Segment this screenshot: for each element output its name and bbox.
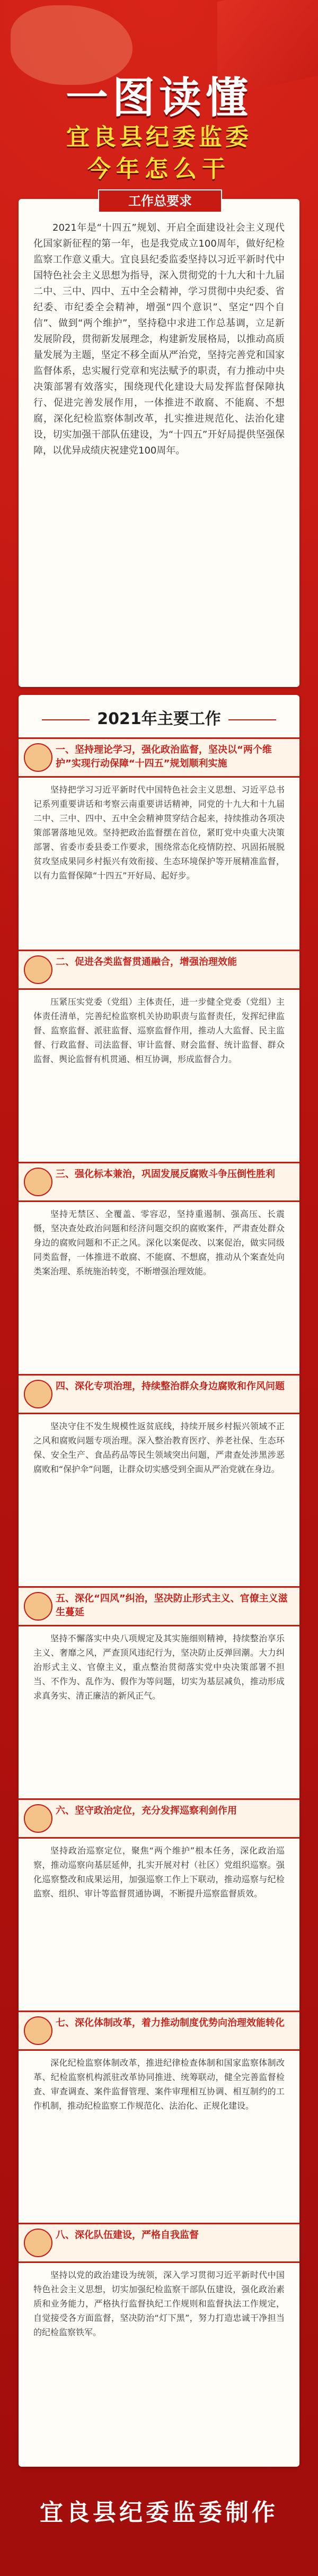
illustration-icon xyxy=(24,1380,52,1408)
hero-title: 一图读懂 xyxy=(66,73,252,123)
hero-subtitle-2: 今年怎么干 xyxy=(87,155,231,182)
work-item-1 xyxy=(19,737,299,881)
hero-banner xyxy=(0,0,318,191)
work-item-text: 压紧压实党委（党组）主体责任，进一步健全党委（党组）主体责任清单，完善纪检监察机关协助职责与监督责任，发挥纪律监督、监察监督、派驻监督、巡察监督作用，推动人大监督、民主监督、行政监督、司法监督、审计监督、财会监督、统计监督、群众监督、舆论监督有机贯通、相互协调，形成监督合力。 xyxy=(33,997,285,1064)
illustration-icon xyxy=(24,1804,52,1833)
work-item-title: 四、深化专项治理，持续整治群众身边腐败和作风问题 xyxy=(56,1381,285,1392)
illustration-icon xyxy=(24,1592,52,1621)
work-item-6 xyxy=(19,1798,299,1899)
illustration-icon xyxy=(24,743,52,772)
work-item-title: 三、强化标本兼治，巩固发展反腐败斗争压倒性胜利 xyxy=(56,1169,275,1180)
work-item-header xyxy=(19,950,299,990)
work-item-title: 六、坚守政治定位，充分发挥巡察利剑作用 xyxy=(56,1805,237,1816)
illustration-icon xyxy=(24,1168,52,1196)
work-item-header xyxy=(19,737,299,778)
overview-text: 2021年是“十四五”规划、开启全面建设社会主义现代化国家新征程的第一年，也是我党成立100周年，做好纪检监察工作意义重大。宜良县纪委监委坚持以习近平新时代中国特色社会主义思想为指导，深入贯彻党的十九大和十九届二中、三中、四中、五中全会精神，学习贯彻中央纪委、省纪委、市纪委全会精神，增强“四个意识”、坚定“四个自信”、做到“两个维护”，坚持稳中求进工作总基调，立足新发展阶段，贯彻新发展理念，构建新发展格局，以推动高质量发展为主题，坚定不移全面从严治党，坚持完善党和国家监督体系，忠实履行党章和宪法赋予的职责，有力推动中央决策部署有效落实，围绕现代化建设大局发挥监督保障执行、促进完善发展作用，一体推进不敢腐、不能腐、不想腐，深化纪检监察体制改革，扎实推进规范化、法治化建设，切实加强干部队伍建设，为“十四五”开好局提供坚强保障，以优异成绩庆祝建党100周年。 xyxy=(33,222,285,456)
work-item-8 xyxy=(19,2223,299,2337)
work-item-text: 坚持无禁区、全覆盖、零容忍，坚持重遏制、强高压、长震慑，坚决查处政治问题和经济问题交织的腐败案件，严肃查处群众身边的腐败问题和不正之风。深化以案促改、以案促治，做实同级同类监督，一体推进不敢腐、不能腐、不想腐，推动从个案查处向类案治理、系统施治转变，不断增强治理效能。 xyxy=(33,1209,285,1276)
illustration-icon xyxy=(24,2016,52,2045)
work-item-text: 坚持以党的政治建设为统领，深入学习贯彻习近平新时代中国特色社会主义思想，切实加强纪检监察干部队伍建设，强化政治素质和业务能力，严格执行监督执纪工作规则和监督执法工作规定，自觉接受各方面监督，坚决防治“灯下黑”，努力打造忠诚干净担当的纪检监察铁军。 xyxy=(33,2270,285,2337)
work-item-title: 七、深化体制改革，着力推动制度优势向治理效能转化 xyxy=(56,2017,285,2029)
illustration-icon xyxy=(24,2229,52,2257)
work-item-text: 坚持把学习习近平新时代中国特色社会主义思想、习近平总书记系列重要讲话和考察云南重要讲话精神，同党的十九大和十九届二中、三中、四中、五中全会精神贯穿结合起来，持续推动各项决策部署落地见效。坚持把政治监督摆在首位，紧盯党中央重大决策部署、省委市委县委工作要求，围绕常态化疫情防控、巩固拓展脱贫攻坚成果同乡村振兴有效衔接、生态环境保护等开展精准监督，以有力监督保障“十四五”开好局、起好步。 xyxy=(33,785,285,881)
work-item-text: 深化纪检监察体制改革，推进纪律检查体制和国家监察体制改革、纪检监察机构派驻改革协同推进、统筹联动，健全完善监督检查、审查调查、案件监督管理、案件审理相互协调、相互制约的工作机制，推动纪检监察工作规范化、法治化、正规化建设。 xyxy=(33,2058,285,2111)
work-item-2 xyxy=(19,950,299,1064)
work-item-title: 二、促进各类监督贯通融合，增强治理效能 xyxy=(56,956,237,968)
work-item-title: 一、坚持理论学习，强化政治监督，坚决以“两个维护”实现行动保障“十四五”规划顺利实施 xyxy=(56,744,272,769)
work-item-text: 坚持政治巡察定位，聚焦“两个维护”根本任务，深化政治巡察，推动巡察向基层延伸，扎实开展对村（社区）党组织巡察。强化巡察整改和成果运用，加强巡察工作上下联动，推动巡察与纪检监察、组织、审计等监督贯通协调，不断提升巡察监督质效。 xyxy=(33,1846,285,1899)
work-item-title: 八、深化队伍建设，严格自我监督 xyxy=(56,2230,199,2241)
work-item-text: 坚决守住不发生规模性返贫底线，持续开展乡村振兴领域不正之风和腐败问题专项治理。深入整治教育医疗、养老社保、生态环保、安全生产、食品药品等民生领域突出问题，严肃查处涉黑涉恶腐败和“保护伞”问题，让群众切实感受到全面从严治党就在身边。 xyxy=(33,1421,285,1474)
main-work-card xyxy=(19,695,299,2467)
work-item-header xyxy=(19,1798,299,1839)
work-item-5 xyxy=(19,1586,299,1701)
work-item-text: 坚持不懈落实中央八项规定及其实施细则精神，持续整治享乐主义、奢靡之风，严查顶风违纪行为，坚决防止反弹回潮。大力纠治形式主义、官僚主义，重点整治贯彻落实党中央决策部署不担当、不作为、乱作为、假作为等问题，切实为基层减负，推动形成求真务实、清正廉洁的新风正气。 xyxy=(33,1633,285,1701)
overview-label: 工作总要求 xyxy=(98,189,222,213)
work-item-3 xyxy=(19,1162,299,1276)
hero-subtitle-1: 宜良县纪委监委 xyxy=(66,124,252,151)
work-item-header xyxy=(19,1586,299,1626)
footer-credit: 宜良县纪委监委制作 xyxy=(40,2499,278,2526)
work-item-header xyxy=(19,1162,299,1202)
work-item-4 xyxy=(19,1374,299,1474)
work-item-title: 五、深化“四风”纠治，坚决防止形式主义、官僚主义滋生蔓延 xyxy=(56,1593,288,1618)
illustration-icon xyxy=(24,955,52,984)
work-item-header xyxy=(19,2223,299,2263)
main-heading: 2021年主要工作 xyxy=(19,706,299,729)
work-item-7 xyxy=(19,2011,299,2111)
overview-card xyxy=(19,194,299,687)
work-item-header xyxy=(19,1374,299,1414)
work-item-header xyxy=(19,2011,299,2051)
